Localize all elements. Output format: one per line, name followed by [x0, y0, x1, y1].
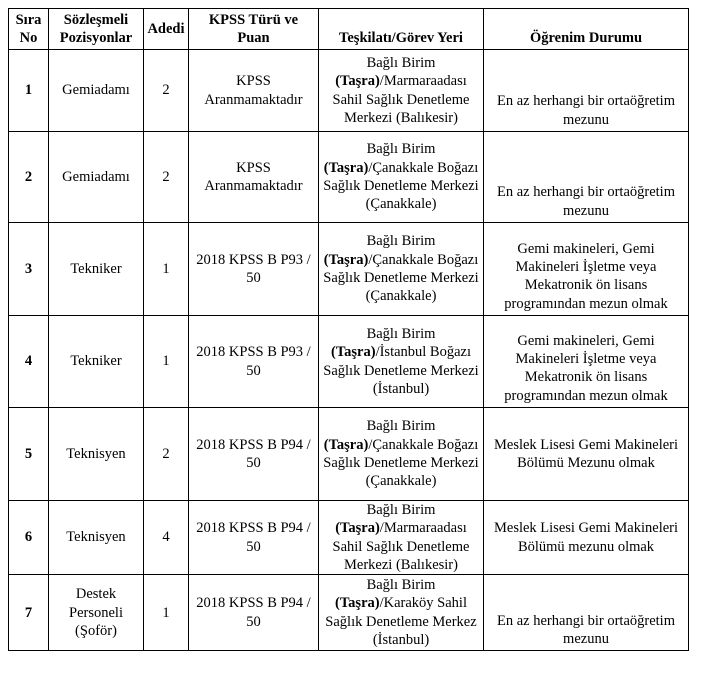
location-tasra: (Taşra): [335, 73, 380, 90]
position-cell: Tekniker: [49, 223, 144, 316]
table-row: [9, 501, 689, 575]
position-cell: Teknisyen: [49, 408, 144, 501]
kpss-cell: 2018 KPSS B P93 / 50: [189, 316, 319, 408]
positions-table: [8, 8, 689, 651]
table-row: [9, 408, 689, 501]
table-row: [9, 132, 689, 223]
table-row: [9, 223, 689, 316]
education-cell: En az herhangi bir ortaöğretim mezunu: [484, 575, 689, 651]
location-cell: [319, 50, 484, 132]
location-cell: [319, 316, 484, 408]
location-rest: /Karaköy Sahil Sağlık Denetleme Merkez (İstanbul): [325, 595, 477, 648]
position-cell: Gemiadamı: [49, 132, 144, 223]
location-rest: /Marmaraadası Sahil Sağlık Denetleme Merkezi (Balıkesir): [332, 520, 470, 573]
row-number: 3: [9, 223, 49, 316]
location-cell: [319, 223, 484, 316]
row-number: 1: [9, 50, 49, 132]
kpss-cell: 2018 KPSS B P94 / 50: [189, 408, 319, 501]
header-ogrenim: Öğrenim Durumu: [484, 9, 689, 50]
location-tasra: (Taşra): [323, 251, 369, 268]
location-rest: /Çanakkale Boğazı Sağlık Denetleme Merkezi (Çanakkale): [323, 251, 479, 305]
header-pozisyonlar: Sözleşmeli Pozisyonlar: [49, 9, 144, 50]
position-cell: Gemiadamı: [49, 50, 144, 132]
location-rest: /Çanakkale Boğazı Sağlık Denetleme Merkezi (Çanakkale): [323, 436, 479, 490]
table-row: [9, 50, 689, 132]
kpss-cell: 2018 KPSS B P94 / 50: [189, 501, 319, 575]
location-prefix: Bağlı Birim: [366, 418, 436, 435]
table-row: [9, 575, 689, 651]
education-cell: En az herhangi bir ortaöğretim mezunu: [484, 132, 689, 223]
location-tasra: (Taşra): [323, 436, 369, 453]
location-prefix: Bağlı Birim: [366, 54, 436, 71]
kpss-cell: KPSS Aranmamaktadır: [189, 50, 319, 132]
count-cell: 4: [144, 501, 189, 575]
count-cell: 2: [144, 50, 189, 132]
location-rest: /Çanakkale Boğazı Sağlık Denetleme Merkezi (Çanakkale): [323, 159, 479, 213]
location-tasra: (Taşra): [330, 344, 376, 361]
row-number: 6: [9, 501, 49, 575]
header-kpss: KPSS Türü ve Puan: [189, 9, 319, 50]
location-cell: [319, 408, 484, 501]
count-cell: 1: [144, 223, 189, 316]
education-cell: Gemi makineleri, Gemi Makineleri İşletme veya Mekatronik ön lisans programından mezun olmak: [484, 223, 689, 316]
education-cell: En az herhangi bir ortaöğretim mezunu: [484, 50, 689, 132]
position-cell: Tekniker: [49, 316, 144, 408]
education-cell: Meslek Lisesi Gemi Makineleri Bölümü mezunu olmak: [484, 501, 689, 575]
row-number: 5: [9, 408, 49, 501]
location-rest: /Marmaraadası Sahil Sağlık Denetleme Merkezi (Balıkesir): [332, 73, 470, 126]
education-cell: Meslek Lisesi Gemi Makineleri Bölümü Mezunu olmak: [484, 408, 689, 501]
kpss-cell: KPSS Aranmamaktadır: [189, 132, 319, 223]
row-number: 4: [9, 316, 49, 408]
count-cell: 2: [144, 408, 189, 501]
header-teskilat: Teşkilatı/Görev Yeri: [319, 9, 484, 50]
location-cell: [319, 575, 484, 651]
row-number: 2: [9, 132, 49, 223]
count-cell: 1: [144, 316, 189, 408]
position-cell: Destek Personeli (Şoför): [49, 575, 144, 651]
location-tasra: (Taşra): [335, 520, 380, 537]
count-cell: 2: [144, 132, 189, 223]
location-cell: [319, 501, 484, 575]
kpss-cell: 2018 KPSS B P93 / 50: [189, 223, 319, 316]
location-cell: [319, 132, 484, 223]
location-prefix: Bağlı Birim: [366, 502, 436, 518]
kpss-cell: 2018 KPSS B P94 / 50: [189, 575, 319, 651]
header-sira-no: Sıra No: [9, 9, 49, 50]
location-tasra: (Taşra): [323, 159, 369, 176]
location-prefix: Bağlı Birim: [366, 233, 436, 250]
location-rest: /İstanbul Boğazı Sağlık Denetleme Merkezi (İstanbul): [323, 344, 479, 397]
row-number: 7: [9, 575, 49, 651]
location-prefix: Bağlı Birim: [366, 577, 436, 594]
education-cell: Gemi makineleri, Gemi Makineleri İşletme veya Mekatronik ön lisans programından mezun olmak: [484, 316, 689, 408]
position-cell: Teknisyen: [49, 501, 144, 575]
location-prefix: Bağlı Birim: [366, 141, 436, 158]
header-row: [9, 9, 689, 50]
count-cell: 1: [144, 575, 189, 651]
table-row: [9, 316, 689, 408]
location-prefix: Bağlı Birim: [366, 325, 436, 342]
header-adedi: Adedi: [144, 9, 189, 50]
location-tasra: (Taşra): [335, 595, 380, 612]
